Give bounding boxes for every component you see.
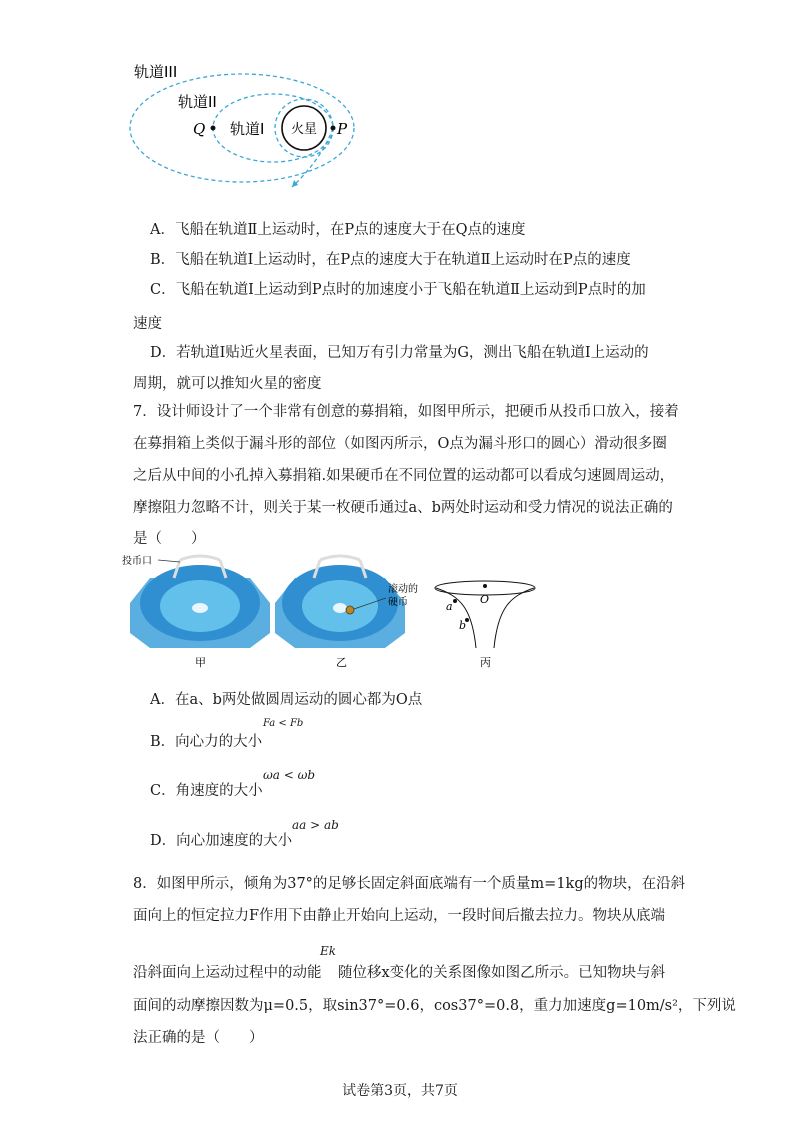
q6-option-d-line2: 周期，就可以推知火星的密度	[133, 376, 322, 392]
coin-label-2: 硬币	[388, 597, 408, 608]
q7-option-d-math: aa > ab	[292, 818, 339, 832]
q6-option-b: B．飞船在轨道Ⅰ上运动时，在P点的速度大于在轨道Ⅱ上运动时在P点的速度	[150, 252, 631, 268]
caption-bing: 丙	[480, 656, 491, 669]
slot-pointer	[158, 560, 180, 562]
donation-box-yi	[275, 556, 405, 648]
funnel-point-o: O	[480, 593, 490, 606]
trajectory-arrow-icon	[292, 180, 298, 187]
q7-option-c-math: ωa < ωb	[263, 768, 316, 782]
point-p-dot	[331, 126, 336, 131]
funnel-diagram-bing	[435, 581, 535, 648]
q7-stem-line3: 之后从中间的小孔掉入募捐箱.如果硬币在不同位置的运动都可以看成匀速圆周运动，	[133, 468, 675, 484]
q8-stem-line3b: 随位移x变化的关系图像如图乙所示。已知物块与斜	[338, 965, 666, 981]
q8-stem-line2: 面向上的恒定拉力F作用下由静止开始向上运动，一段时间后撤去拉力。物块从底端	[133, 908, 666, 924]
funnel-point-b: b	[459, 619, 467, 632]
point-q-dot	[211, 126, 216, 131]
q6-option-c-line1: C．飞船在轨道Ⅰ上运动到P点时的加速度小于飞船在轨道Ⅱ上运动到P点时的加	[150, 282, 646, 298]
orbit-1-label: 轨道I	[230, 120, 265, 138]
orbit-2-label: 轨道II	[178, 93, 217, 111]
coin-icon	[346, 606, 354, 614]
slot-label: 投币口	[122, 556, 152, 567]
q7-option-d: D．向心加速度的大小	[150, 833, 293, 849]
point-p-label: P	[337, 120, 348, 138]
q6-option-d-line1: D．若轨道Ⅰ贴近火星表面，已知万有引力常量为G，测出飞船在轨道Ⅰ上运动的	[150, 345, 649, 361]
orbit-3-label: 轨道III	[134, 63, 178, 81]
q7-option-a: A．在a、b两处做圆周运动的圆心都为O点	[150, 692, 423, 708]
funnel-point-a: a	[446, 600, 453, 613]
q6-option-c-line2: 速度	[133, 316, 162, 332]
page-footer: 试卷第3页，共7页	[342, 1083, 458, 1099]
q7-stem-line1: 7．设计师设计了一个非常有创意的募捐箱，如图甲所示，把硬币从投币口放入，接着	[133, 404, 679, 420]
q7-option-b: B．向心力的大小	[150, 734, 263, 750]
q8-stem-line1: 8．如图甲所示，倾角为37°的足够长固定斜面底端有一个质量m=1kg的物块，在沿斜	[133, 876, 686, 892]
q8-stem-line5: 法正确的是（ ）	[133, 1030, 264, 1046]
q8-stem-line4: 面间的动摩擦因数为μ=0.5，取sin37°=0.6，cos37°=0.8，重力加速度g=10m/s²，下列说	[133, 998, 736, 1014]
q7-stem-line4: 摩擦阻力忽略不计，则关于某一枚硬币通过a、b两处时运动和受力情况的说法正确的	[133, 500, 673, 516]
q7-stem-line2: 在募捐箱上类似于漏斗形的部位（如图丙所示，O点为漏斗形口的圆心）滑动很多圈	[133, 436, 667, 452]
planet-label: 火星	[290, 122, 318, 137]
q7-stem-line5: 是（ ）	[133, 531, 206, 547]
q6-option-a: A．飞船在轨道Ⅱ上运动时，在P点的速度大于在Q点的速度	[150, 222, 526, 238]
caption-yi: 乙	[336, 656, 347, 669]
donation-box-jia	[130, 556, 270, 648]
coin-label-1: 滚动的	[388, 584, 418, 595]
q7-option-b-math: Fa < Fb	[263, 718, 304, 729]
point-q-label: Q	[193, 120, 206, 138]
caption-jia: 甲	[195, 656, 206, 669]
q8-stem-line3a: 沿斜面向上运动过程中的动能	[133, 965, 322, 981]
orbit-diagram	[120, 55, 370, 195]
q7-option-c: C．角速度的大小	[150, 783, 263, 799]
q8-ek-math: Ek	[320, 944, 337, 958]
donation-box-figure	[122, 548, 550, 678]
